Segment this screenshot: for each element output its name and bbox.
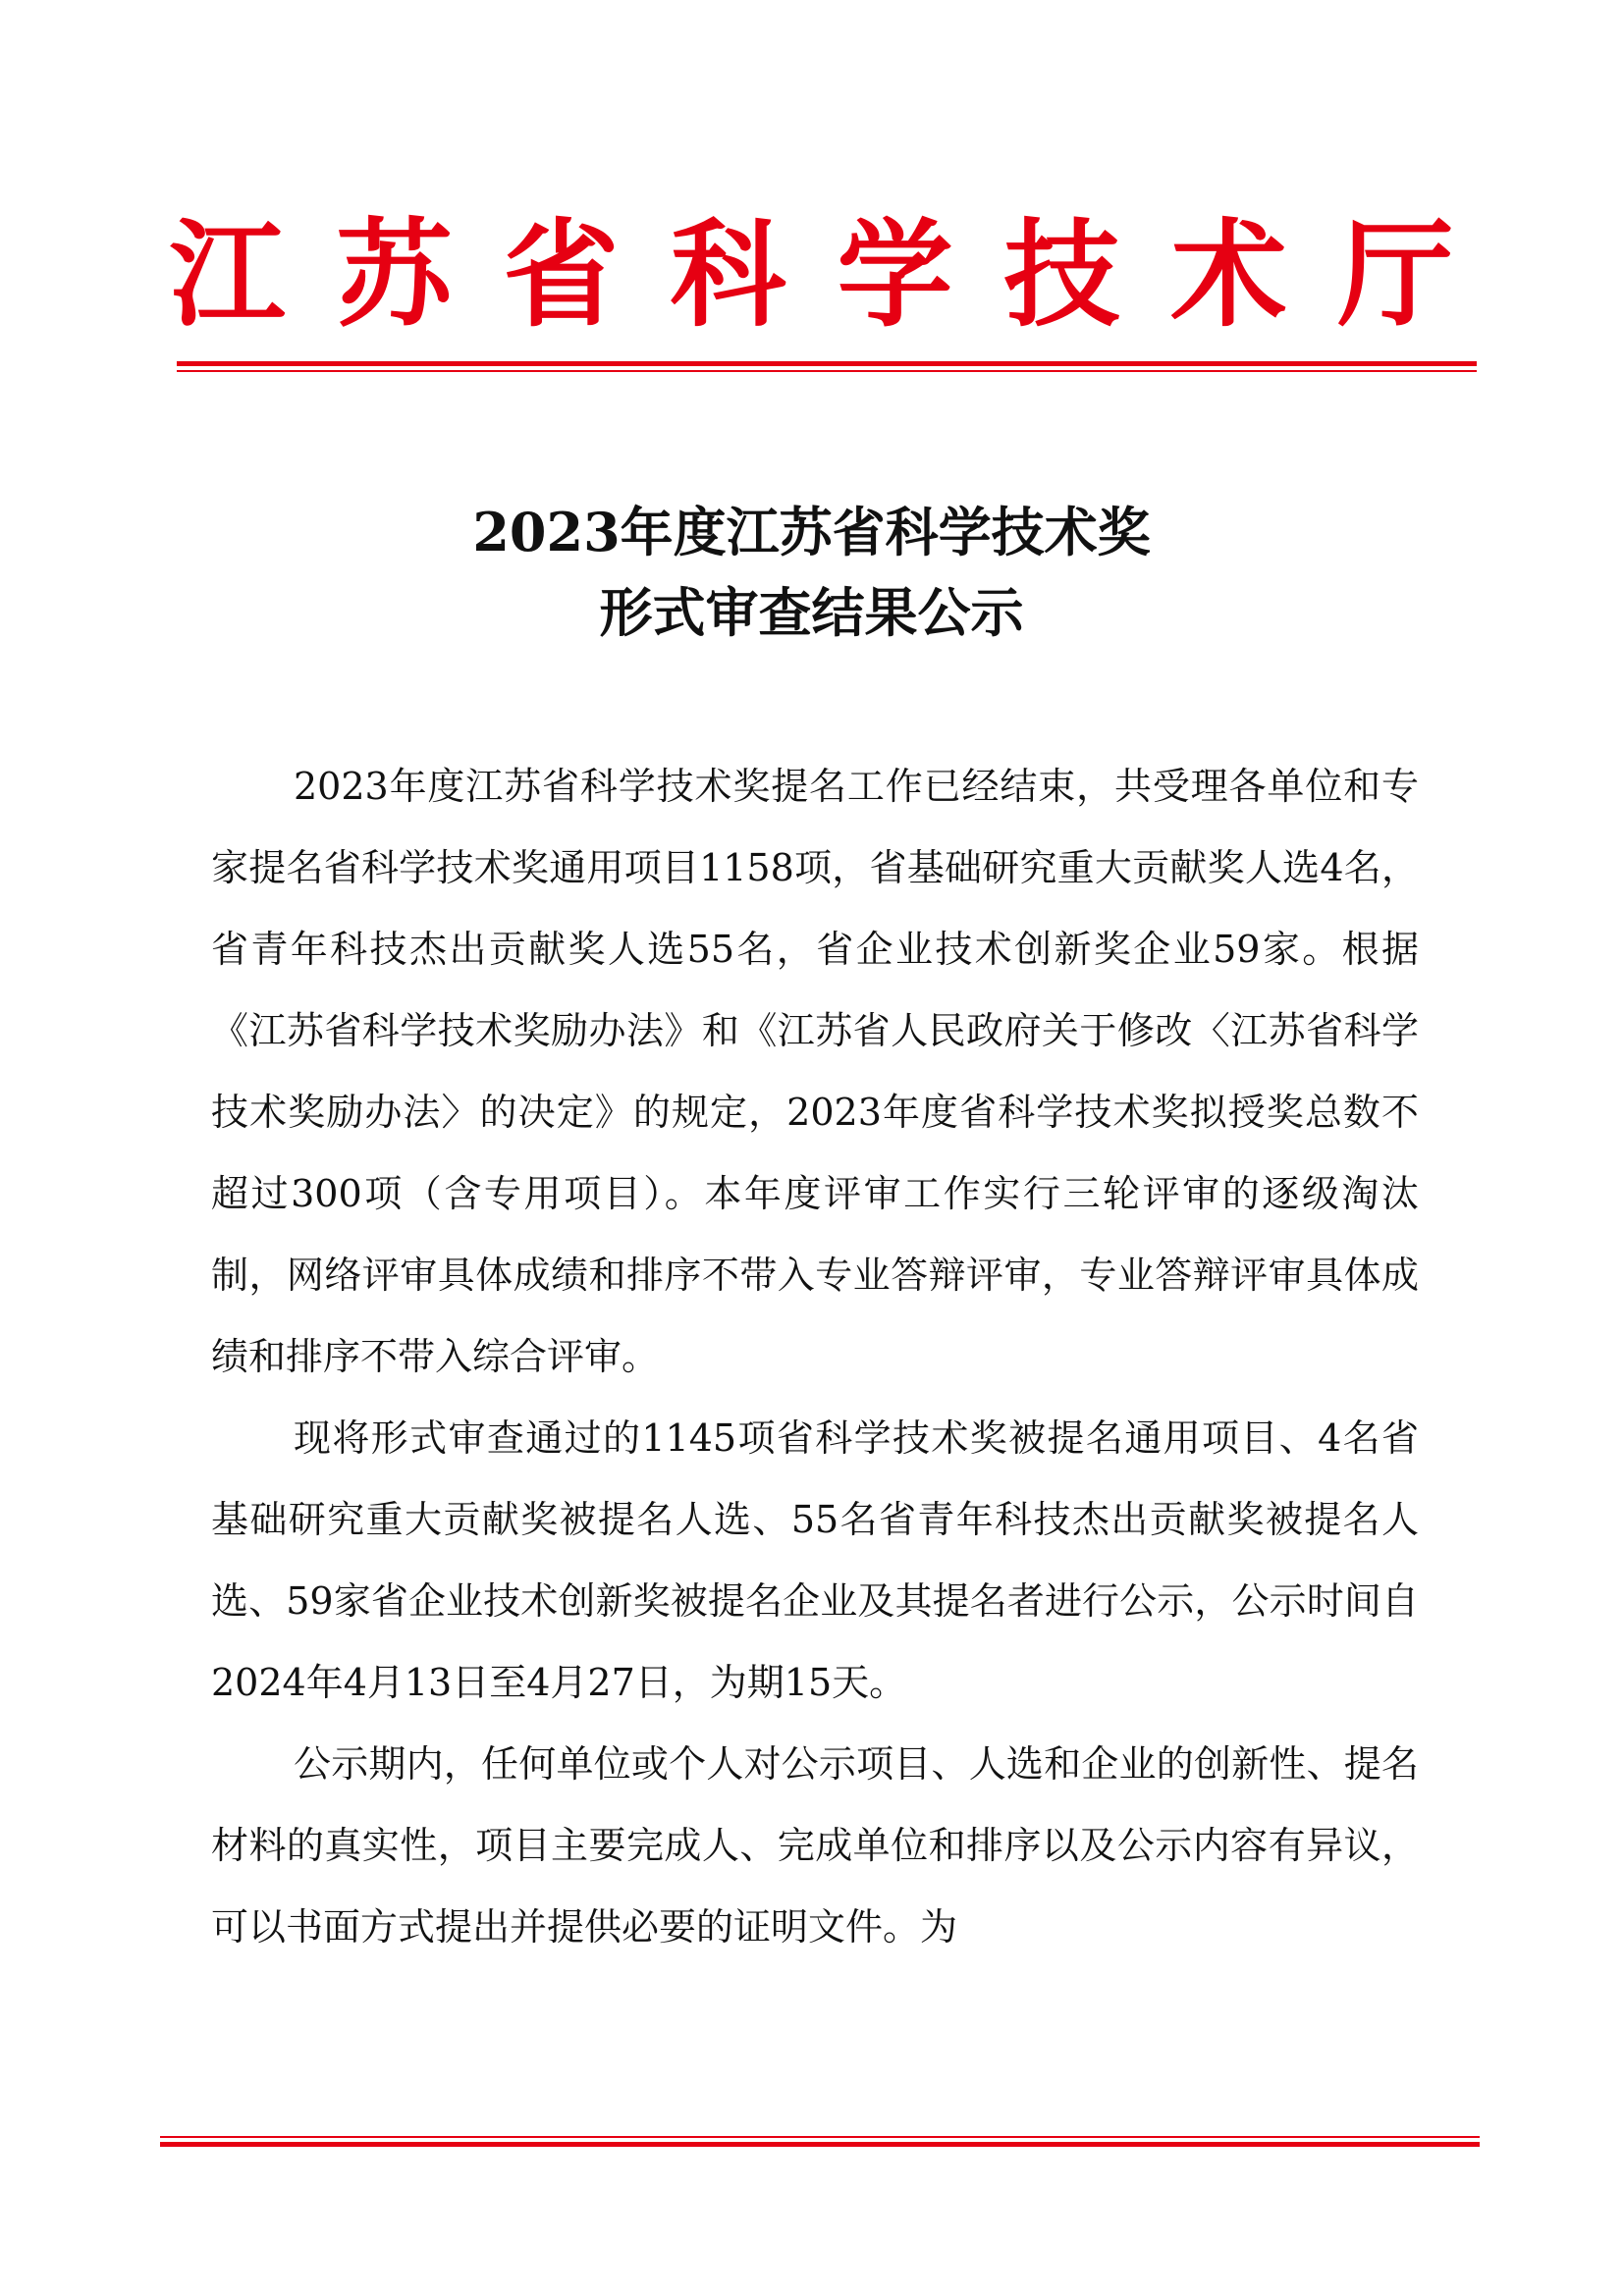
header-divider-thick	[177, 361, 1477, 366]
document-title-line-1: 2023年度江苏省科学技术奖	[472, 501, 1151, 563]
paragraph-1: 2023年度江苏省科学技术奖提名工作已经结束，共受理各单位和专家提名省科学技术奖通用项目1158项，省基础研究重大贡献奖人选4名，省青年科技杰出贡献奖人选55名，省企业技术创新奖企业59家。根据《江苏省科学技术奖励办法》和《江苏省人民政府关于修改〈江苏省科学技术奖励办法〉的决定》的规定，2023年度省科学技术奖拟授奖总数不超过300项（含专用项目）。本年度评审工作实行三轮评审的逐级淘汰制，网络评审具体成绩和排序不带入专业答辩评审，专业答辩评审具体成绩和排序不带入综合评审。	[211, 765, 1419, 1378]
document-body	[211, 746, 1419, 1968]
paragraph-3: 公示期内，任何单位或个人对公示项目、人选和企业的创新性、提名材料的真实性，项目主要完成人、完成单位和排序以及公示内容有异议，可以书面方式提出并提供必要的证明文件。为	[211, 1742, 1419, 1949]
footer-divider-thick	[160, 2142, 1480, 2147]
document-title-line-2: 形式审查结果公示	[599, 581, 1024, 644]
header-divider-thin	[177, 370, 1477, 372]
paragraph-2: 现将形式审查通过的1145项省科学技术奖被提名通用项目、4名省基础研究重大贡献奖被提名人选、55名省青年科技杰出贡献奖被提名人选、59家省企业技术创新奖被提名企业及其提名者进行公示，公示时间自2024年4月13日至4月27日，为期15天。	[211, 1416, 1419, 1704]
footer-divider-thin	[160, 2136, 1480, 2138]
masthead-title: 江苏省科学技术厅	[169, 207, 1505, 343]
